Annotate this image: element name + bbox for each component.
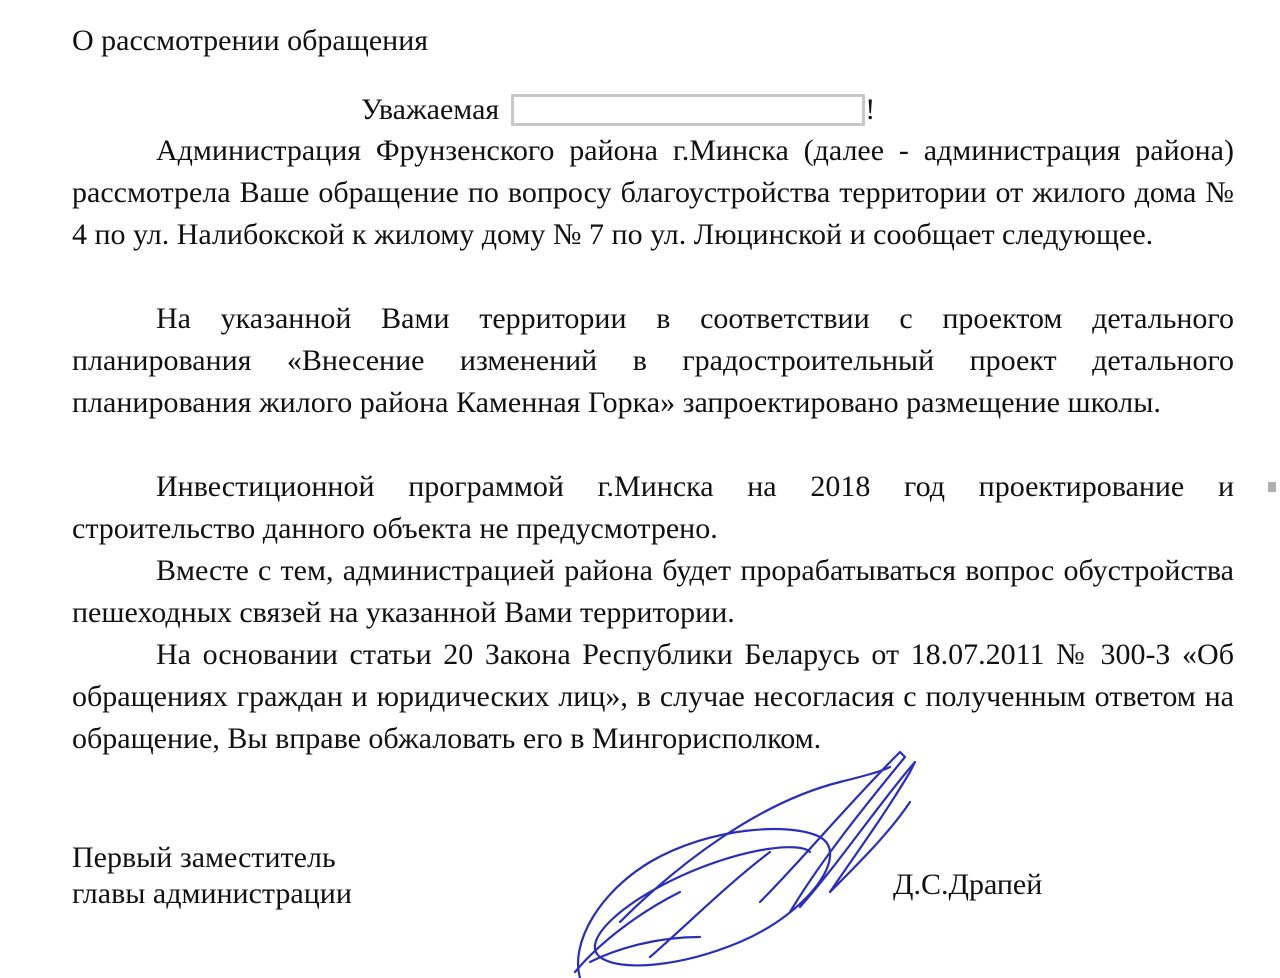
letter-subject: О рассмотрении обращения bbox=[72, 24, 429, 57]
paragraph-intro: Администрация Фрунзенского района г.Минска (далее - администрация района) рассмотрела Ваше обращение по вопросу благоустройства территории от жилого дома № 4 по ул. Налибокской к жилому дому № 7 по ул. Люцинской и сообщает следующее. bbox=[72, 134, 1234, 251]
scan-artifact bbox=[1268, 482, 1276, 492]
greeting-exclamation: ! bbox=[865, 93, 876, 127]
paragraph-appeal: На основании статьи 20 Закона Республики Беларусь от 18.07.2011 № 300-З «Об обращениях граждан и юридических лиц», в случае несогласия с полученным ответом на обращение, Вы вправе обжаловать его в Мингорисполком. bbox=[72, 638, 1234, 755]
paragraph-planning: На указанной Вами территории в соответствии с проектом детального планирования «Внесение изменений в градостроительный проект детального планирования жилого района Каменная Горка» запроектировано размещение школы. bbox=[72, 302, 1234, 419]
redacted-name-box bbox=[511, 94, 865, 126]
handwritten-signature bbox=[560, 742, 960, 978]
paragraph-pedestrian: Вместе с тем, администрацией района будет прорабатываться вопрос обустройства пешеходных связей на указанной Вами территории. bbox=[72, 554, 1234, 629]
signatory-title bbox=[72, 840, 492, 912]
signatory-title-line-2: главы администрации bbox=[72, 877, 352, 910]
greeting-salutation: Уважаемая bbox=[361, 93, 500, 127]
paragraph-investment: Инвестиционной программой г.Минска на 2018 год проектирование и строительство данного объекта не предусмотрено. bbox=[72, 470, 1234, 545]
signatory-title-line-1: Первый заместитель bbox=[72, 841, 336, 874]
greeting-line bbox=[361, 91, 875, 127]
signatory-name: Д.С.Драпей bbox=[893, 868, 1043, 901]
